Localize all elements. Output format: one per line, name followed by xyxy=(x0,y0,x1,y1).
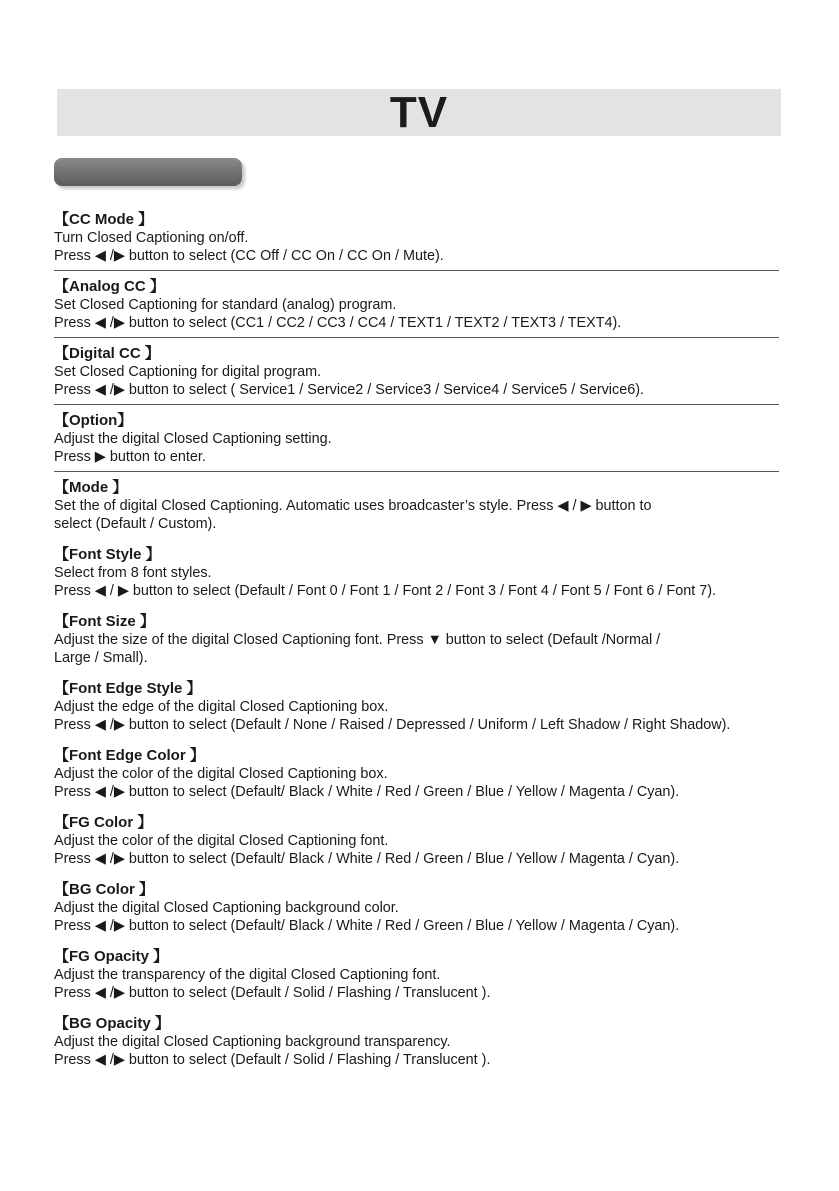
section-text: Press ▶ button to enter. xyxy=(54,449,206,465)
section-text: Press ◀ /▶ button to select (Default / None / Raised / Depressed / Uniform / Left Shadow / Right Shadow). xyxy=(54,717,731,733)
section-digital-cc xyxy=(54,344,814,399)
section-font-size xyxy=(54,612,814,667)
section-heading: 【Analog CC 】 xyxy=(54,278,165,295)
spacer xyxy=(54,600,814,612)
section-text: Adjust the digital Closed Captioning setting. xyxy=(54,431,332,447)
section-bg-color xyxy=(54,880,814,935)
section-text: Adjust the size of the digital Closed Captioning font. Press ▼ button to select (Default /Normal / xyxy=(54,632,661,648)
section-cc-mode xyxy=(54,210,814,265)
section-tab xyxy=(54,158,242,186)
section-heading: 【FG Opacity 】 xyxy=(54,948,169,965)
divider xyxy=(54,337,779,338)
section-text: Adjust the color of the digital Closed Captioning font. xyxy=(54,833,389,849)
section-text: Press ◀ /▶ button to select (Default/ Black / White / Red / Green / Blue / Yellow / Magenta / Cyan). xyxy=(54,784,680,800)
section-text: Set Closed Captioning for standard (analog) program. xyxy=(54,297,397,313)
section-mode xyxy=(54,478,814,533)
spacer xyxy=(54,1002,814,1014)
section-text: Adjust the transparency of the digital Closed Captioning font. xyxy=(54,967,441,983)
spacer xyxy=(54,868,814,880)
section-text: Press ◀ /▶ button to select (CC1 / CC2 / CC3 / CC4 / TEXT1 / TEXT2 / TEXT3 / TEXT4). xyxy=(54,315,622,331)
section-text: Press ◀ /▶ button to select (Default/ Black / White / Red / Green / Blue / Yellow / Magenta / Cyan). xyxy=(54,851,680,867)
section-fg-opacity xyxy=(54,947,814,1002)
section-font-edge-color xyxy=(54,746,814,801)
section-bg-opacity xyxy=(54,1014,814,1069)
section-text: Adjust the digital Closed Captioning background transparency. xyxy=(54,1034,451,1050)
section-option xyxy=(54,411,814,466)
section-text: Adjust the digital Closed Captioning background color. xyxy=(54,900,399,916)
section-text: Set the of digital Closed Captioning. Automatic uses broadcaster’s style. Press ◀ / ▶ button to xyxy=(54,498,652,514)
section-text: Large / Small). xyxy=(54,650,148,666)
page-title: TV xyxy=(389,88,449,137)
spacer xyxy=(54,801,814,813)
section-fg-color xyxy=(54,813,814,868)
spacer xyxy=(54,935,814,947)
divider xyxy=(54,404,779,405)
section-heading: 【Font Style 】 xyxy=(54,546,161,563)
section-text: Select from 8 font styles. xyxy=(54,565,212,581)
section-text: Press ◀ /▶ button to select (CC Off / CC On / CC On / Mute). xyxy=(54,248,444,264)
section-analog-cc xyxy=(54,277,814,332)
section-font-edge-style xyxy=(54,679,814,734)
section-text: Press ◀ /▶ button to select (Default / Solid / Flashing / Translucent ). xyxy=(54,985,491,1001)
section-heading: 【BG Opacity 】 xyxy=(54,1015,170,1032)
section-text: Press ◀ /▶ button to select (Default / Solid / Flashing / Translucent ). xyxy=(54,1052,491,1068)
section-heading: 【Option】 xyxy=(54,412,133,429)
spacer xyxy=(54,734,814,746)
section-heading: 【Digital CC 】 xyxy=(54,345,160,362)
section-heading: 【Font Edge Color 】 xyxy=(54,747,205,764)
section-text: Press ◀ /▶ button to select (Default/ Black / White / Red / Green / Blue / Yellow / Magenta / Cyan). xyxy=(54,918,680,934)
section-text: Adjust the color of the digital Closed Captioning box. xyxy=(54,766,388,782)
divider xyxy=(54,471,779,472)
section-text: Turn Closed Captioning on/off. xyxy=(54,230,249,246)
section-text: Press ◀ /▶ button to select ( Service1 / Service2 / Service3 / Service4 / Service5 / Service6). xyxy=(54,382,644,398)
section-text: select (Default / Custom). xyxy=(54,516,217,532)
section-text: Press ◀ / ▶ button to select (Default / Font 0 / Font 1 / Font 2 / Font 3 / Font 4 / Font 5 / Font 6 / Font 7). xyxy=(54,583,717,599)
section-heading: 【CC Mode 】 xyxy=(54,211,154,228)
section-text: Set Closed Captioning for digital program. xyxy=(54,364,322,380)
section-font-style xyxy=(54,545,814,600)
section-heading: 【Mode 】 xyxy=(54,479,128,496)
title-bar xyxy=(57,89,781,136)
section-heading: 【BG Color 】 xyxy=(54,881,154,898)
spacer xyxy=(54,533,814,545)
content xyxy=(54,210,814,1069)
section-heading: 【Font Size 】 xyxy=(54,613,155,630)
section-heading: 【Font Edge Style 】 xyxy=(54,680,202,697)
divider xyxy=(54,270,779,271)
spacer xyxy=(54,667,814,679)
section-text: Adjust the edge of the digital Closed Captioning box. xyxy=(54,699,389,715)
section-heading: 【FG Color 】 xyxy=(54,814,153,831)
